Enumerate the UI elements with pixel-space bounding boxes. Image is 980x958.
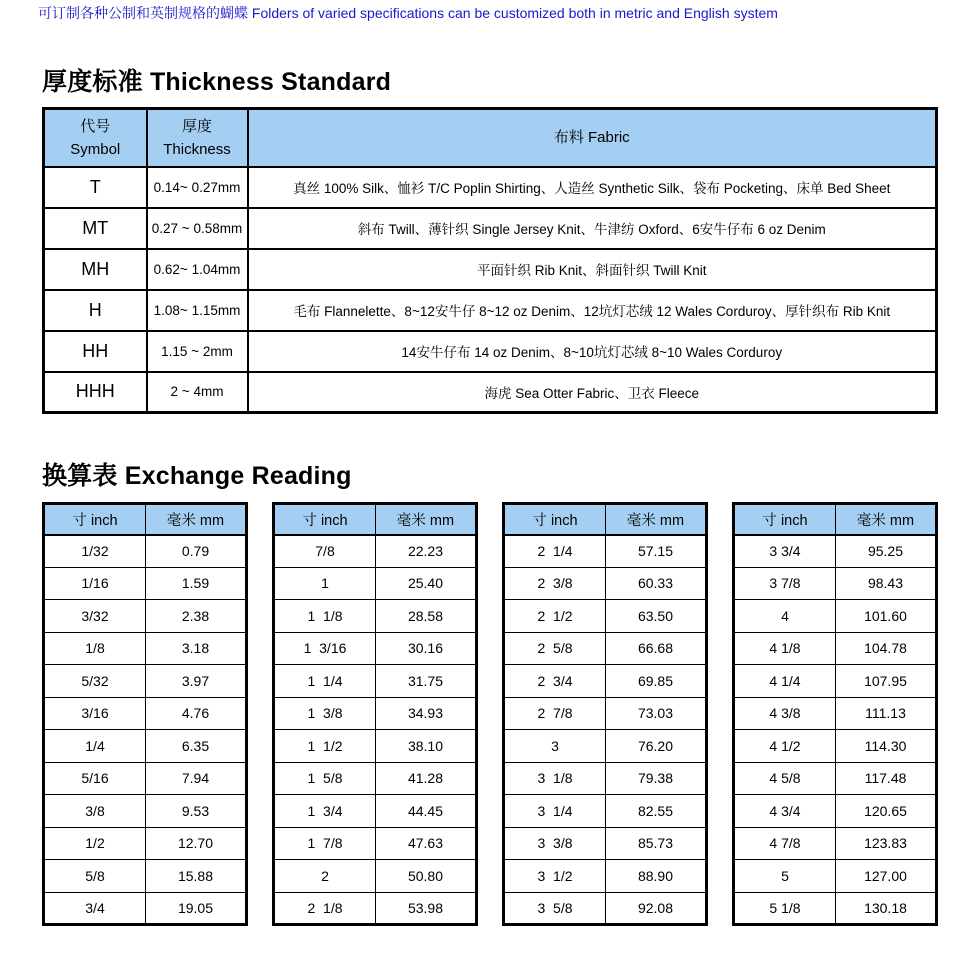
exchange-header-row — [734, 504, 937, 535]
inch-value: 1 3/8 — [274, 697, 376, 730]
mm-value: 95.25 — [836, 535, 937, 568]
fabric-value: 毛布 Flannelette、8~12安牛仔 8~12 oz Denim、12坑灯芯绒 12 Wales Corduroy、厚针织布 Rib Knit — [248, 290, 937, 331]
thickness-row — [44, 249, 937, 290]
col-header-symbol-en: Symbol — [70, 140, 121, 158]
mm-value: 120.65 — [836, 795, 937, 828]
exchange-section-heading: 换算表 Exchange Reading — [42, 462, 352, 490]
exchange-row — [504, 827, 707, 860]
mm-value: 25.40 — [376, 567, 477, 600]
inch-value: 4 1/2 — [734, 730, 836, 763]
exchange-table-body — [504, 535, 707, 925]
inch-value: 4 7/8 — [734, 827, 836, 860]
mm-value: 2.38 — [146, 600, 247, 633]
mm-value: 69.85 — [606, 665, 707, 698]
mm-value: 50.80 — [376, 860, 477, 893]
exchange-row — [504, 892, 707, 925]
mm-value: 47.63 — [376, 827, 477, 860]
exchange-row — [274, 632, 477, 665]
exchange-row — [274, 892, 477, 925]
inch-value: 3 3/8 — [504, 827, 606, 860]
exchange-row — [504, 600, 707, 633]
mm-value: 127.00 — [836, 860, 937, 893]
inch-value: 2 1/4 — [504, 535, 606, 568]
col-header-thickness-zh: 厚度 — [181, 117, 212, 135]
exchange-row — [44, 600, 247, 633]
inch-value: 3/32 — [44, 600, 146, 633]
mm-value: 92.08 — [606, 892, 707, 925]
mm-value: 41.28 — [376, 762, 477, 795]
thickness-row — [44, 167, 937, 208]
mm-value: 30.16 — [376, 632, 477, 665]
exchange-table-body — [274, 535, 477, 925]
exchange-row — [44, 535, 247, 568]
inch-value: 1 5/8 — [274, 762, 376, 795]
col-header-fabric: 布料 Fabric — [248, 109, 937, 167]
symbol-value: MH — [44, 249, 147, 290]
exchange-row — [734, 632, 937, 665]
mm-value: 53.98 — [376, 892, 477, 925]
exchange-row — [504, 665, 707, 698]
exchange-row — [504, 567, 707, 600]
mm-value: 31.75 — [376, 665, 477, 698]
exchange-header-row — [504, 504, 707, 535]
inch-value: 1 1/8 — [274, 600, 376, 633]
thickness-header-row — [44, 109, 937, 167]
thickness-section-heading: 厚度标准 Thickness Standard — [42, 68, 392, 96]
mm-value: 123.83 — [836, 827, 937, 860]
inch-value: 3 3/4 — [734, 535, 836, 568]
exchange-row — [274, 665, 477, 698]
inch-value: 1 1/4 — [274, 665, 376, 698]
inch-value: 3 1/8 — [504, 762, 606, 795]
symbol-value: H — [44, 290, 147, 331]
mm-value: 63.50 — [606, 600, 707, 633]
inch-value: 1 7/8 — [274, 827, 376, 860]
inch-value: 3/4 — [44, 892, 146, 925]
mm-value: 22.23 — [376, 535, 477, 568]
inch-value: 4 3/4 — [734, 795, 836, 828]
inch-value: 2 1/8 — [274, 892, 376, 925]
exchange-row — [504, 632, 707, 665]
mm-value: 28.58 — [376, 600, 477, 633]
mm-value: 73.03 — [606, 697, 707, 730]
exchange-tables-container — [42, 502, 938, 926]
exchange-row — [504, 730, 707, 763]
symbol-value: HHH — [44, 372, 147, 413]
exchange-row — [44, 795, 247, 828]
thickness-row — [44, 290, 937, 331]
fabric-value: 平面针织 Rib Knit、斜面针织 Twill Knit — [248, 249, 937, 290]
fabric-value: 14安牛仔布 14 oz Denim、8~10坑灯芯绒 8~10 Wales Corduroy — [248, 331, 937, 372]
mm-value: 104.78 — [836, 632, 937, 665]
inch-value: 1/32 — [44, 535, 146, 568]
thickness-value: 0.27 ~ 0.58mm — [147, 208, 248, 249]
inch-value: 2 1/2 — [504, 600, 606, 633]
inch-value: 2 7/8 — [504, 697, 606, 730]
fabric-value: 海虎 Sea Otter Fabric、卫衣 Fleece — [248, 372, 937, 413]
exchange-table-1 — [42, 502, 248, 926]
exchange-row — [274, 600, 477, 633]
inch-value: 2 5/8 — [504, 632, 606, 665]
mm-value: 76.20 — [606, 730, 707, 763]
exchange-row — [734, 697, 937, 730]
symbol-value: T — [44, 167, 147, 208]
exchange-row — [734, 860, 937, 893]
exchange-row — [44, 762, 247, 795]
exchange-table-body — [44, 535, 247, 925]
mm-value: 1.59 — [146, 567, 247, 600]
exchange-header-row — [44, 504, 247, 535]
exchange-row — [274, 827, 477, 860]
exchange-row — [734, 730, 937, 763]
inch-value: 4 1/8 — [734, 632, 836, 665]
mm-value: 130.18 — [836, 892, 937, 925]
inch-value: 5/16 — [44, 762, 146, 795]
col-header-mm: 毫米 mm — [146, 504, 247, 535]
exchange-row — [44, 730, 247, 763]
col-header-inch: 寸 inch — [44, 504, 146, 535]
mm-value: 117.48 — [836, 762, 937, 795]
exchange-table-3 — [502, 502, 708, 926]
exchange-row — [274, 567, 477, 600]
mm-value: 3.97 — [146, 665, 247, 698]
inch-value: 3/8 — [44, 795, 146, 828]
mm-value: 38.10 — [376, 730, 477, 763]
mm-value: 85.73 — [606, 827, 707, 860]
mm-value: 19.05 — [146, 892, 247, 925]
symbol-value: MT — [44, 208, 147, 249]
top-note: 可订制各种公制和英制规格的蝴蝶 Folders of varied specifications can be customized both in metric and English system — [38, 5, 778, 21]
exchange-table-4 — [732, 502, 938, 926]
mm-value: 3.18 — [146, 632, 247, 665]
exchange-row — [504, 535, 707, 568]
inch-value: 5/8 — [44, 860, 146, 893]
exchange-row — [44, 697, 247, 730]
mm-value: 82.55 — [606, 795, 707, 828]
exchange-row — [44, 860, 247, 893]
mm-value: 7.94 — [146, 762, 247, 795]
inch-value: 2 3/4 — [504, 665, 606, 698]
inch-value: 3 5/8 — [504, 892, 606, 925]
exchange-row — [504, 697, 707, 730]
mm-value: 57.15 — [606, 535, 707, 568]
inch-value: 1/8 — [44, 632, 146, 665]
inch-value: 2 — [274, 860, 376, 893]
inch-value: 4 3/8 — [734, 697, 836, 730]
exchange-row — [734, 892, 937, 925]
thickness-row — [44, 331, 937, 372]
inch-value: 4 — [734, 600, 836, 633]
thickness-value: 0.62~ 1.04mm — [147, 249, 248, 290]
inch-value: 3 7/8 — [734, 567, 836, 600]
mm-value: 6.35 — [146, 730, 247, 763]
mm-value: 9.53 — [146, 795, 247, 828]
col-header-thickness-en: Thickness — [163, 140, 231, 158]
exchange-row — [274, 730, 477, 763]
mm-value: 98.43 — [836, 567, 937, 600]
inch-value: 1 1/2 — [274, 730, 376, 763]
inch-value: 3 1/2 — [504, 860, 606, 893]
exchange-row — [274, 762, 477, 795]
mm-value: 15.88 — [146, 860, 247, 893]
mm-value: 101.60 — [836, 600, 937, 633]
mm-value: 4.76 — [146, 697, 247, 730]
mm-value: 107.95 — [836, 665, 937, 698]
mm-value: 88.90 — [606, 860, 707, 893]
thickness-value: 1.08~ 1.15mm — [147, 290, 248, 331]
exchange-row — [504, 762, 707, 795]
thickness-row — [44, 208, 937, 249]
col-header-inch: 寸 inch — [274, 504, 376, 535]
exchange-row — [274, 860, 477, 893]
thickness-value: 1.15 ~ 2mm — [147, 331, 248, 372]
inch-value: 5/32 — [44, 665, 146, 698]
inch-value: 7/8 — [274, 535, 376, 568]
col-header-thickness — [147, 109, 248, 167]
col-header-mm: 毫米 mm — [606, 504, 707, 535]
exchange-row — [734, 827, 937, 860]
col-header-inch: 寸 inch — [734, 504, 836, 535]
mm-value: 12.70 — [146, 827, 247, 860]
inch-value: 3 — [504, 730, 606, 763]
exchange-row — [44, 892, 247, 925]
mm-value: 66.68 — [606, 632, 707, 665]
exchange-table-body — [734, 535, 937, 925]
exchange-row — [734, 795, 937, 828]
inch-value: 5 1/8 — [734, 892, 836, 925]
inch-value: 4 5/8 — [734, 762, 836, 795]
inch-value: 1/16 — [44, 567, 146, 600]
thickness-value: 0.14~ 0.27mm — [147, 167, 248, 208]
exchange-row — [44, 632, 247, 665]
thickness-table-header — [44, 109, 937, 167]
thickness-value: 2 ~ 4mm — [147, 372, 248, 413]
mm-value: 0.79 — [146, 535, 247, 568]
col-header-mm: 毫米 mm — [376, 504, 477, 535]
inch-value: 5 — [734, 860, 836, 893]
inch-value: 2 3/8 — [504, 567, 606, 600]
mm-value: 60.33 — [606, 567, 707, 600]
exchange-row — [734, 665, 937, 698]
inch-value: 1 3/16 — [274, 632, 376, 665]
fabric-value: 斜布 Twill、薄针织 Single Jersey Knit、牛津纺 Oxford、6安牛仔布 6 oz Denim — [248, 208, 937, 249]
mm-value: 79.38 — [606, 762, 707, 795]
mm-value: 44.45 — [376, 795, 477, 828]
inch-value: 1/2 — [44, 827, 146, 860]
inch-value: 3/16 — [44, 697, 146, 730]
exchange-table-2 — [272, 502, 478, 926]
col-header-mm: 毫米 mm — [836, 504, 937, 535]
exchange-row — [44, 567, 247, 600]
exchange-row — [504, 860, 707, 893]
inch-value: 3 1/4 — [504, 795, 606, 828]
exchange-row — [44, 665, 247, 698]
inch-value: 1/4 — [44, 730, 146, 763]
exchange-row — [274, 697, 477, 730]
symbol-value: HH — [44, 331, 147, 372]
exchange-header-row — [274, 504, 477, 535]
exchange-row — [734, 762, 937, 795]
mm-value: 34.93 — [376, 697, 477, 730]
inch-value: 1 — [274, 567, 376, 600]
exchange-row — [274, 795, 477, 828]
exchange-row — [734, 535, 937, 568]
exchange-row — [734, 600, 937, 633]
exchange-row — [274, 535, 477, 568]
thickness-table — [42, 107, 938, 414]
col-header-symbol-zh: 代号 — [80, 117, 111, 135]
exchange-row — [504, 795, 707, 828]
mm-value: 114.30 — [836, 730, 937, 763]
col-header-symbol — [44, 109, 147, 167]
thickness-row — [44, 372, 937, 413]
thickness-table-body — [44, 167, 937, 413]
exchange-row — [734, 567, 937, 600]
mm-value: 111.13 — [836, 697, 937, 730]
col-header-inch: 寸 inch — [504, 504, 606, 535]
exchange-row — [44, 827, 247, 860]
inch-value: 1 3/4 — [274, 795, 376, 828]
inch-value: 4 1/4 — [734, 665, 836, 698]
fabric-value: 真丝 100% Silk、恤衫 T/C Poplin Shirting、人造丝 Synthetic Silk、袋布 Pocketing、床单 Bed Sheet — [248, 167, 937, 208]
